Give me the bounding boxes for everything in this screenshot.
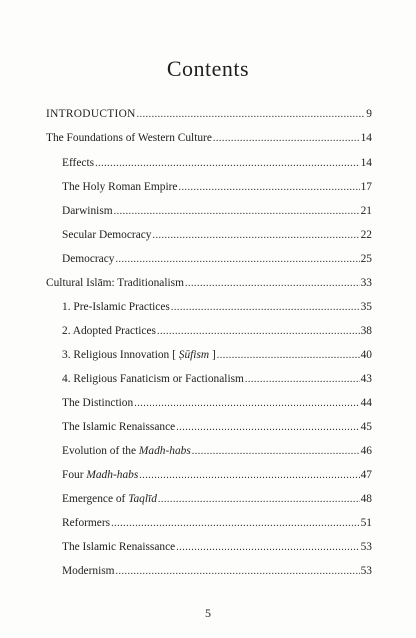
toc-page-number: 14 <box>360 157 372 169</box>
toc-entry-islamic-renaissance-2 <box>62 539 372 555</box>
dot-leader <box>245 372 360 388</box>
toc-page-number: 46 <box>360 445 372 457</box>
toc-page-number: 38 <box>360 325 372 337</box>
toc-entry-religious-innovation <box>62 347 372 363</box>
toc-entry-label: INTRODUCTION <box>46 108 136 120</box>
toc-entry-label: The Islamic Renaissance <box>62 421 176 433</box>
toc-entry-modernism <box>62 563 372 579</box>
toc-entry-label: Darwinism <box>62 205 113 217</box>
dot-leader <box>95 156 360 172</box>
toc-entry-evolution-madh-habs <box>62 443 372 459</box>
toc-page-number: 48 <box>360 493 372 505</box>
toc-entry-secular-democracy <box>62 227 372 243</box>
toc-entry-label: Cultural Islām: Traditionalism <box>46 277 184 289</box>
dot-leader <box>158 492 360 508</box>
toc-entry-label: Modernism <box>62 565 115 577</box>
page-title: Contents <box>166 56 250 81</box>
toc-entry-islamic-renaissance <box>62 419 372 435</box>
toc-entry-label: 3. Religious Innovation [ Ṣūfism ] <box>62 349 216 361</box>
dot-leader <box>139 468 359 484</box>
page-number: 5 <box>205 606 211 620</box>
toc-entry-label: Effects <box>62 157 95 169</box>
toc-page-number: 51 <box>360 517 372 529</box>
toc-page-number: 43 <box>360 373 372 385</box>
dot-leader <box>116 564 360 580</box>
dot-leader <box>213 131 360 147</box>
toc-entry-democracy <box>62 251 372 267</box>
dot-leader <box>111 516 360 532</box>
toc-entry-cultural-islam <box>46 275 372 291</box>
dot-leader <box>192 444 360 460</box>
dot-leader <box>178 180 359 196</box>
toc-entry-holy-roman-empire <box>62 179 372 195</box>
toc-page-number: 40 <box>360 349 372 361</box>
dot-leader <box>116 252 360 268</box>
toc-page-number: 44 <box>360 397 372 409</box>
toc-entry-introduction <box>46 106 372 122</box>
toc-entry-reformers <box>62 515 372 531</box>
toc-page-number: 14 <box>360 132 372 144</box>
toc-entry-label: The Foundations of Western Culture <box>46 132 212 144</box>
toc-entry-four-madh-habs <box>62 467 372 483</box>
dot-leader <box>176 540 359 556</box>
dot-leader <box>185 276 360 292</box>
toc-entry-adopted-practices <box>62 323 372 339</box>
toc-page-number: 22 <box>360 229 372 241</box>
toc-entry-religious-fanaticism <box>62 371 372 387</box>
dot-leader <box>176 420 359 436</box>
toc-page-number: 9 <box>366 108 372 120</box>
toc-entry-label: Democracy <box>62 253 115 265</box>
toc-entry-label: The Islamic Renaissance <box>62 541 176 553</box>
toc-entry-darwinism <box>62 203 372 219</box>
toc-entry-effects <box>62 155 372 171</box>
dot-leader <box>171 300 360 316</box>
dot-leader <box>137 107 366 123</box>
toc-entry-label: Reformers <box>62 517 111 529</box>
dot-leader <box>114 204 360 220</box>
toc-page-number: 35 <box>360 301 372 313</box>
toc-entry-label: Secular Democracy <box>62 229 152 241</box>
toc-page-number: 25 <box>360 253 372 265</box>
toc-page-number: 45 <box>360 421 372 433</box>
dot-leader <box>153 228 360 244</box>
dot-leader <box>217 348 360 364</box>
toc-entry-pre-islamic-practices <box>62 299 372 315</box>
toc-page-number: 53 <box>360 541 372 553</box>
toc-page-number: 47 <box>360 469 372 481</box>
toc-page-number: 21 <box>360 205 372 217</box>
toc-entry-foundations-western-culture <box>46 130 372 146</box>
toc-entry-label: Emergence of Taqlīd <box>62 493 157 505</box>
toc-entry-label: The Holy Roman Empire <box>62 181 178 193</box>
toc-entry-label: Evolution of the Madh-habs <box>62 445 191 457</box>
toc-entry-label: The Distinction <box>62 397 134 409</box>
toc-entry-label: 4. Religious Fanaticism or Factionalism <box>62 373 244 385</box>
toc-entry-label: 1. Pre-Islamic Practices <box>62 301 170 313</box>
toc-entry-the-distinction <box>62 395 372 411</box>
toc-page-number: 17 <box>360 181 372 193</box>
toc-entry-label: 2. Adopted Practices <box>62 325 156 337</box>
toc-entry-emergence-taqlid <box>62 491 372 507</box>
toc-page-number: 53 <box>360 565 372 577</box>
dot-leader <box>134 396 359 412</box>
toc-entry-label: Four Madh-habs <box>62 469 139 481</box>
toc-page-number: 33 <box>360 277 372 289</box>
dot-leader <box>157 324 360 340</box>
